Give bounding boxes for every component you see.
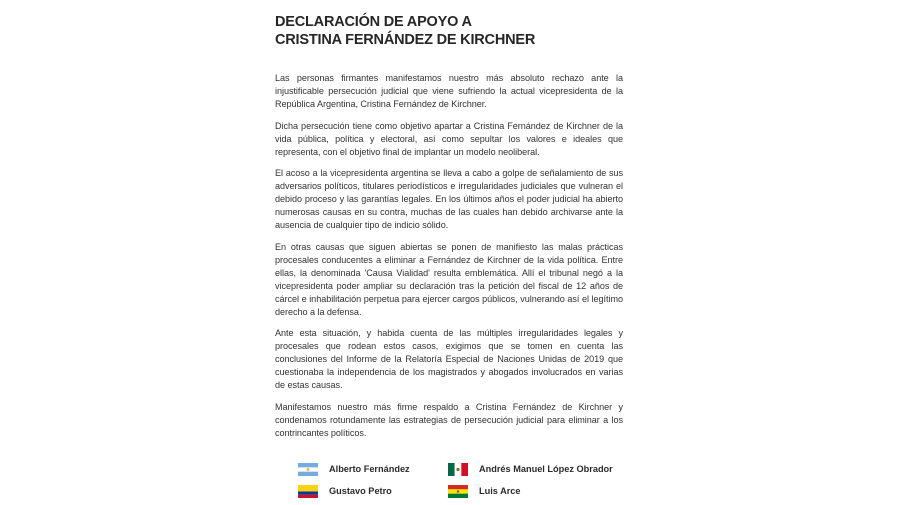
declaration-body <box>275 72 623 449</box>
signatory-luis-arce <box>448 484 521 498</box>
signatory-name: Gustavo Petro <box>329 486 392 496</box>
paragraph-4: En otras causas que siguen abiertas se ponen de manifiesto las malas prácticas procesales conducentes a eliminar a Fernández de Kirchner de la vida política. Entre ellas, la denominada 'Causa Vialidad' resulta emblemática. Allí el tribunal negó a la vicepresidenta poder ampliar su declaración tras la petición del fiscal de 12 años de cárcel e inhabilitación perpetua para ejercer cargos públicos, vulnerando así el legítimo derecho a la defensa. <box>275 241 623 317</box>
signatory-andres-manuel-lopez-obrador <box>448 462 613 476</box>
signatory-name: Luis Arce <box>479 486 521 496</box>
page-title <box>275 13 635 49</box>
paragraph-3: El acoso a la vicepresidenta argentina se lleva a cabo a golpe de señalamiento de sus adversarios políticos, titulares periodísticos e irregularidades judiciales que vulneran el debido proceso y las garantías legales. En los últimos años el poder judicial ha abierto numerosas causas en su contra, muchas de las cuales han debido archivarse ante la ausencia de cualquier tipo de indicio sólido. <box>275 168 623 231</box>
mexico-flag-icon <box>448 463 468 476</box>
paragraph-1: Las personas firmantes manifestamos nuestro más absoluto rechazo ante la injustificable persecución judicial que viene sufriendo la actual vicepresidenta de la República Argentina, Cristina Fernández de Kirchner. <box>275 73 623 109</box>
argentina-flag-icon <box>298 463 318 476</box>
signatories-list <box>298 460 628 502</box>
bolivia-flag-icon <box>448 485 468 498</box>
colombia-flag-icon <box>298 485 318 498</box>
signatory-name: Andrés Manuel López Obrador <box>479 464 613 474</box>
paragraph-2: Dicha persecución tiene como objetivo apartar a Cristina Fernández de Kirchner de la vida pública, política y electoral, así como sepultar los valores e ideales que representa, con el objetivo final de implantar un modelo neoliberal. <box>275 120 623 157</box>
signatory-alberto-fernandez <box>298 462 410 476</box>
signatory-gustavo-petro <box>298 484 392 498</box>
paragraph-5: Ante esta situación, y habida cuenta de las múltiples irregularidades legales y procesales que rodean estos casos, exigimos que se tomen en cuenta las conclusiones del Informe de la Relatoría Especial de Naciones Unidas de 2019 que cuestionaba la independencia de los magistrados y abogados involucrados en varias de estas causas. <box>275 328 623 391</box>
signatory-name: Alberto Fernández <box>329 464 410 474</box>
title-line-2: CRISTINA FERNÁNDEZ DE KIRCHNER <box>275 32 536 48</box>
title-line-1: DECLARACIÓN DE APOYO A <box>275 14 472 30</box>
paragraph-6: Manifestamos nuestro más firme respaldo a Cristina Fernández de Kirchner y condenamos rotundamente las estrategias de persecución judicial para eliminar a los contrincantes políticos. <box>275 401 623 438</box>
